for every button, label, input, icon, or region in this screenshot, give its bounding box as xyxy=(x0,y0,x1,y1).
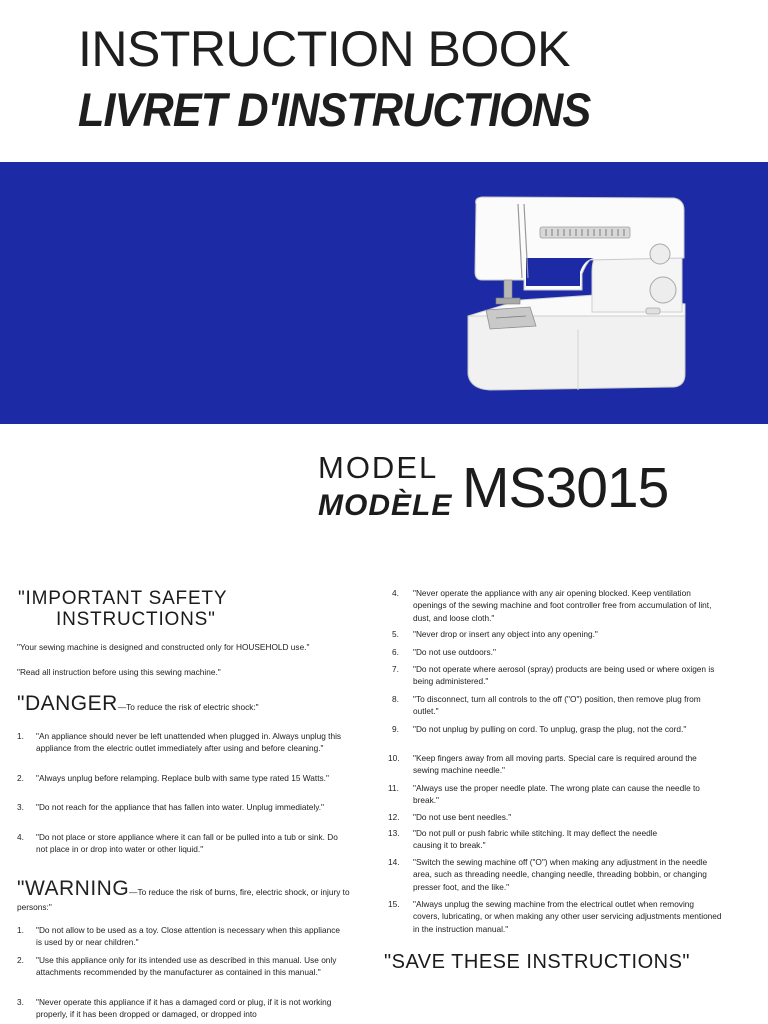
model-number: MS3015 xyxy=(462,456,669,520)
safety-item-11 xyxy=(388,782,724,808)
intro-read-all: "Read all instruction before using this sewing machine." xyxy=(17,667,221,677)
danger-word: "DANGER xyxy=(17,692,118,715)
warning-item-1 xyxy=(17,924,347,950)
item-text: "Do not allow to be used as a toy. Close attention is necessary when this appliance is used by or near children." xyxy=(36,925,340,948)
item-text: "Do not reach for the appliance that has fallen into water. Unplug immediately." xyxy=(36,802,324,812)
title-english: INSTRUCTION BOOK xyxy=(78,21,571,77)
item-text: "Do not use outdoors." xyxy=(413,647,496,657)
item-number: 13. xyxy=(388,828,400,838)
item-number: 2. xyxy=(17,955,24,965)
warning-item-3 xyxy=(17,996,347,1022)
item-number: 8. xyxy=(392,694,399,704)
warning-heading xyxy=(17,878,352,914)
item-number: 2. xyxy=(17,773,24,783)
item-number: 12. xyxy=(388,812,400,822)
safety-heading-line1: "IMPORTANT SAFETY xyxy=(18,588,228,609)
intro-household: "Your sewing machine is designed and constructed only for HOUSEHOLD use." xyxy=(17,642,310,652)
danger-subtitle: —To reduce the risk of electric shock:" xyxy=(117,702,259,712)
save-instructions-heading: "SAVE THESE INSTRUCTIONS" xyxy=(384,951,691,973)
item-number: 1. xyxy=(17,925,24,935)
model-label-english: MODEL xyxy=(318,450,439,485)
item-number: 15. xyxy=(388,899,400,909)
item-text: "Always unplug before relamping. Replace bulb with same type rated 15 Watts." xyxy=(36,773,329,783)
item-number: 14. xyxy=(388,857,400,867)
warning-subtitle: —To reduce the risk of burns, fire, electric shock, or injury to persons:" xyxy=(17,887,350,912)
safety-item-8 xyxy=(392,693,724,719)
danger-heading xyxy=(17,692,259,716)
item-number: 5. xyxy=(392,629,399,639)
item-number: 4. xyxy=(392,588,399,598)
item-number: 1. xyxy=(17,731,24,741)
item-text: "Never operate this appliance if it has a damaged cord or plug, if it is not working properly, if it has been dropped or damaged, or dropped into xyxy=(36,997,332,1020)
safety-item-5 xyxy=(392,628,724,642)
item-text: "Do not operate where aerosol (spray) products are being used or where oxigen is being administered." xyxy=(413,664,715,687)
warning-item-2 xyxy=(17,954,347,992)
title-french: LIVRET D'INSTRUCTIONS xyxy=(78,83,591,136)
safety-item-9 xyxy=(392,723,724,749)
item-number: 4. xyxy=(17,832,24,842)
warning-word: "WARNING xyxy=(17,877,130,900)
safety-item-14 xyxy=(388,856,724,894)
item-number: 11. xyxy=(388,783,399,793)
item-text: "To disconnect, turn all controls to the off ("O") position, then remove plug from outlet." xyxy=(413,694,701,717)
safety-heading-line2: INSTRUCTIONS" xyxy=(56,609,216,630)
item-text: "Do not use bent needles." xyxy=(413,812,512,822)
safety-item-15 xyxy=(388,898,724,936)
safety-item-10 xyxy=(388,752,724,778)
item-text: "Always unplug the sewing machine from the electrical outlet when removing covers, lubricating, or when making any other user servicing adjustments mentioned in the instruction manual." xyxy=(413,899,722,934)
item-number: 3. xyxy=(17,802,24,812)
safety-item-12 xyxy=(388,811,724,825)
item-text: "An appliance should never be left unattended when plugged in. Always unplug this appliance from the electric outlet immediately after using and before cleaning." xyxy=(36,731,342,754)
item-text: "Do not place or store appliance where it can fall or be pulled into a tub or sink. Do not place in or drop into water or other liquid." xyxy=(36,832,338,855)
item-number: 6. xyxy=(392,647,399,657)
safety-item-6 xyxy=(392,646,724,660)
item-text: "Do not unplug by pulling on cord. To unplug, grasp the plug, not the cord." xyxy=(413,724,687,734)
safety-item-13 xyxy=(388,827,724,853)
item-number: 10. xyxy=(388,753,400,763)
item-text: "Always use the proper needle plate. The wrong plate can cause the needle to break." xyxy=(413,783,700,806)
danger-item-4 xyxy=(17,831,347,857)
danger-item-2 xyxy=(17,772,347,798)
item-number: 3. xyxy=(17,997,24,1007)
sewing-machine-illustration xyxy=(460,194,690,394)
item-text: "Switch the sewing machine off ("O") when making any adjustment in the needle area, such as threading needle, changing needle, threading bobbin, or changing presser foot, and the like." xyxy=(413,857,708,892)
item-number: 7. xyxy=(392,664,399,674)
item-text: "Use this appliance only for its intended use as described in this manual. Use only attachments recommended by the manufacturer as contained in this manual." xyxy=(36,955,337,978)
item-text: "Keep fingers away from all moving parts. Special care is required around the sewing machine needle." xyxy=(413,753,697,776)
item-text: "Do not pull or push fabric while stitching. It may deflect the needle causing it to break." xyxy=(413,828,658,851)
danger-item-1 xyxy=(17,730,347,770)
safety-item-7 xyxy=(392,663,724,689)
item-number: 9. xyxy=(392,724,399,734)
model-label-french: MODÈLE xyxy=(318,489,453,522)
item-text: "Never drop or insert any object into any opening." xyxy=(413,629,598,639)
item-text: "Never operate the appliance with any air opening blocked. Keep ventilation openings of the sewing machine and foot controller free from accumulation of lint, dust, and loose cloth." xyxy=(413,588,712,623)
safety-item-4 xyxy=(392,587,724,625)
danger-item-3 xyxy=(17,801,347,827)
